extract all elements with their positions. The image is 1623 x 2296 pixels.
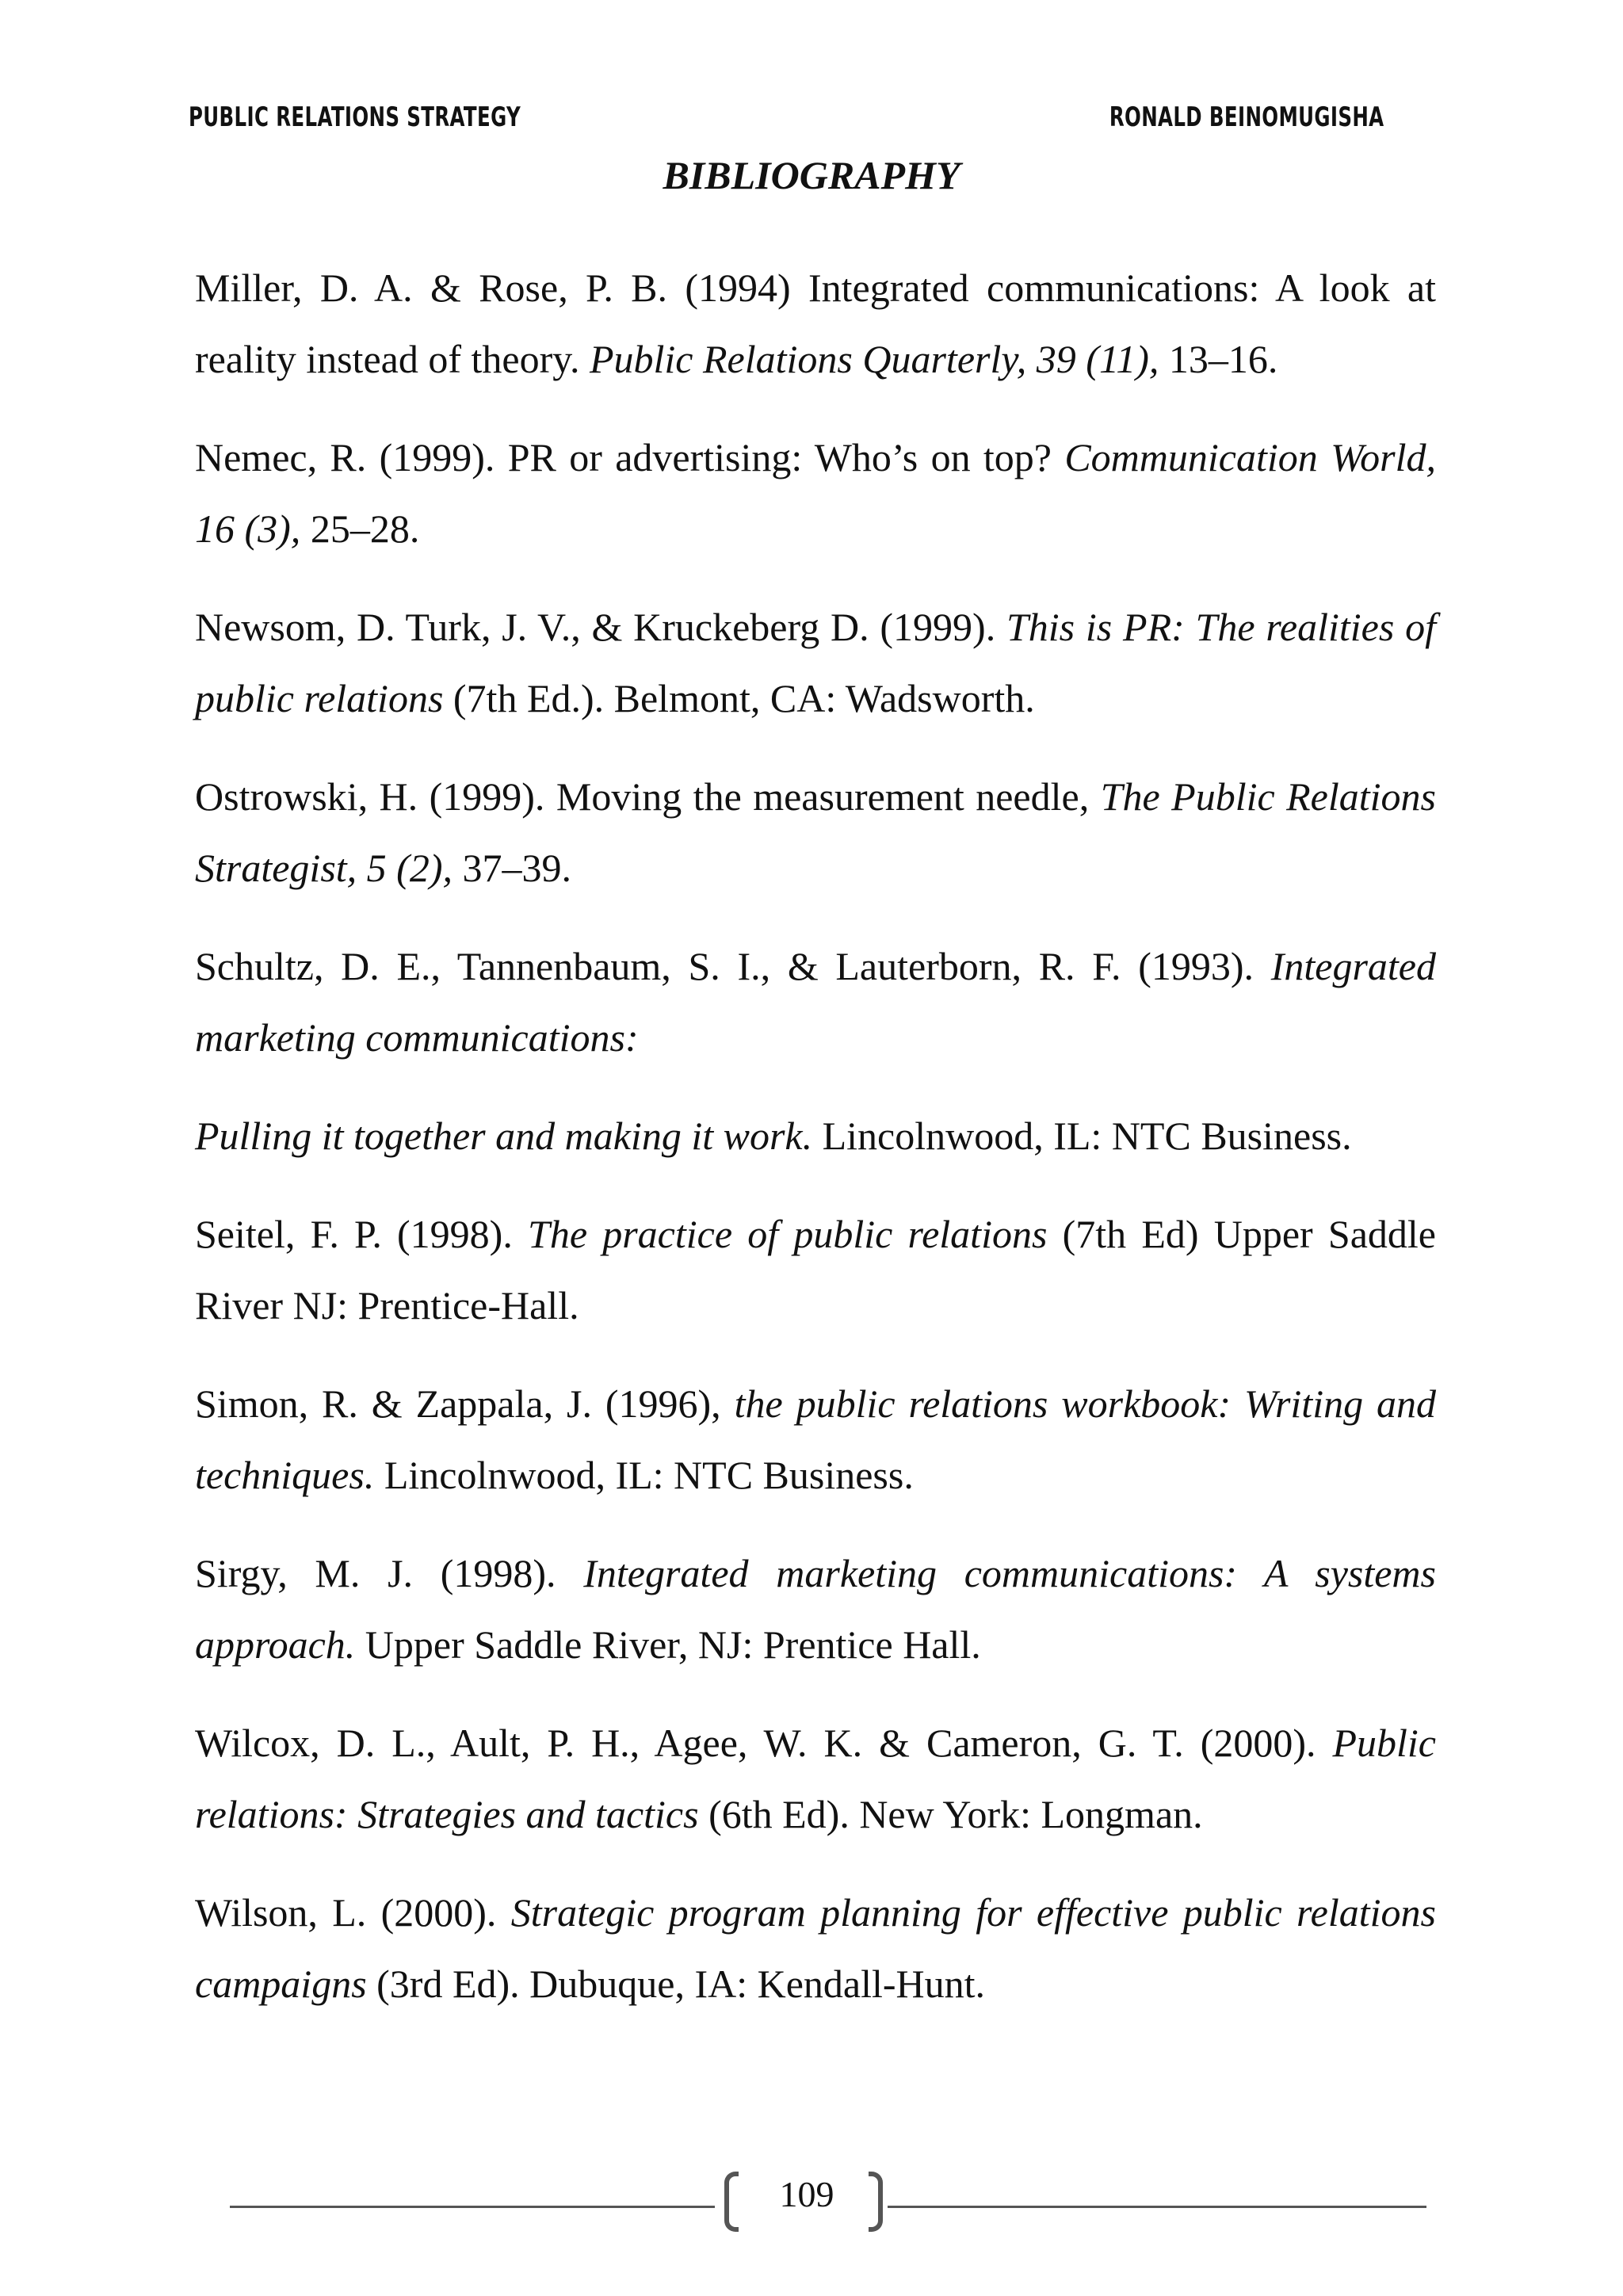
entry-text-tail: (6th Ed). New York: Longman. [698,1792,1203,1836]
bibliography-list [195,252,1436,2046]
entry-text-tail: 37–39. [452,846,571,890]
entry-text: Seitel, F. P. (1998). [195,1212,529,1256]
entry-text-tail: Lincolnwood, IL: NTC Business. [374,1453,914,1497]
entry-text: Newsom, D. Turk, J. V., & Kruckeberg D. (1999). [195,605,1006,649]
entry-source-italic: Pulling it together and making it work. [195,1114,813,1158]
header-book-title: PUBLIC RELATIONS STRATEGY [189,101,521,133]
entry-source-italic: Integrated marketing communications: A systems approach. [195,1551,1436,1667]
footer-rule-left [230,2206,715,2208]
entry-text: Simon, R. & Zappala, J. (1996), [195,1381,735,1426]
bibliography-entry [195,1877,1436,2019]
bibliography-entry [195,591,1436,734]
entry-source-italic: the public relations workbook: Writing and techniques. [195,1381,1436,1497]
entry-source-italic: The practice of public relations [528,1212,1048,1256]
entry-text: Wilcox, D. L., Ault, P. H., Agee, W. K. & Cameron, G. T. (2000). [195,1721,1333,1765]
header-author: RONALD BEINOMUGISHA [1109,101,1384,133]
entry-source-italic: Public relations: Strategies and tactics [195,1721,1436,1836]
bibliography-entry [195,1368,1436,1511]
entry-text-tail: 25–28. [300,506,420,551]
entry-text: Wilson, L. (2000). [195,1890,511,1935]
page-number: 109 [779,2174,834,2214]
entry-source-italic: Integrated marketing communications: [195,944,1436,1060]
entry-source-italic: The Public Relations Strategist, 5 (2), [195,774,1436,890]
entry-text: Ostrowski, H. (1999). Moving the measurement needle, [195,774,1101,819]
right-bracket-ornament [869,2172,883,2232]
entry-text-tail: 13–16. [1159,337,1278,381]
bibliography-entry [195,761,1436,904]
entry-text: Sirgy, M. J. (1998). [195,1551,584,1595]
entry-source-italic: This is PR: The realities of public relations [195,605,1437,720]
entry-text: Nemec, R. (1999). PR or advertising: Who’s on top? [195,435,1065,479]
entry-text-tail: (3rd Ed). Dubuque, IA: Kendall-Hunt. [366,1962,986,2006]
page-footer [230,2172,1426,2235]
page-title: BIBLIOGRAPHY [663,153,960,197]
entry-text-tail: (7th Ed) Upper Saddle River NJ: Prentice-Hall. [195,1212,1436,1328]
bibliography-entry [195,1707,1436,1850]
bibliography-entry [195,252,1436,395]
footer-rule-right [888,2206,1426,2208]
entry-source-italic: Strategic program planning for effective public relations campaigns [195,1890,1436,2006]
entry-text-tail: (7th Ed.). Belmont, CA: Wadsworth. [443,676,1035,720]
running-header [189,95,1384,143]
entry-source-italic: Public Relations Quarterly, 39 (11), [589,337,1159,381]
entry-text-tail: Upper Saddle River, NJ: Prentice Hall. [355,1622,981,1667]
bibliography-entry [195,930,1436,1073]
bibliography-entry [195,1538,1436,1680]
entry-text: Miller, D. A. & Rose, P. B. (1994) Integrated communications: A look at reality instead of theory. [195,266,1436,381]
bibliography-entry [195,422,1436,564]
entry-text: Schultz, D. E., Tannenbaum, S. I., & Lauterborn, R. F. (1993). [195,944,1271,988]
entry-source-italic: Communication World, 16 (3), [195,435,1437,551]
entry-text-tail: Lincolnwood, IL: NTC Business. [812,1114,1352,1158]
bibliography-entry [195,1100,1436,1171]
bibliography-entry [195,1198,1436,1341]
left-bracket-ornament [724,2172,739,2232]
